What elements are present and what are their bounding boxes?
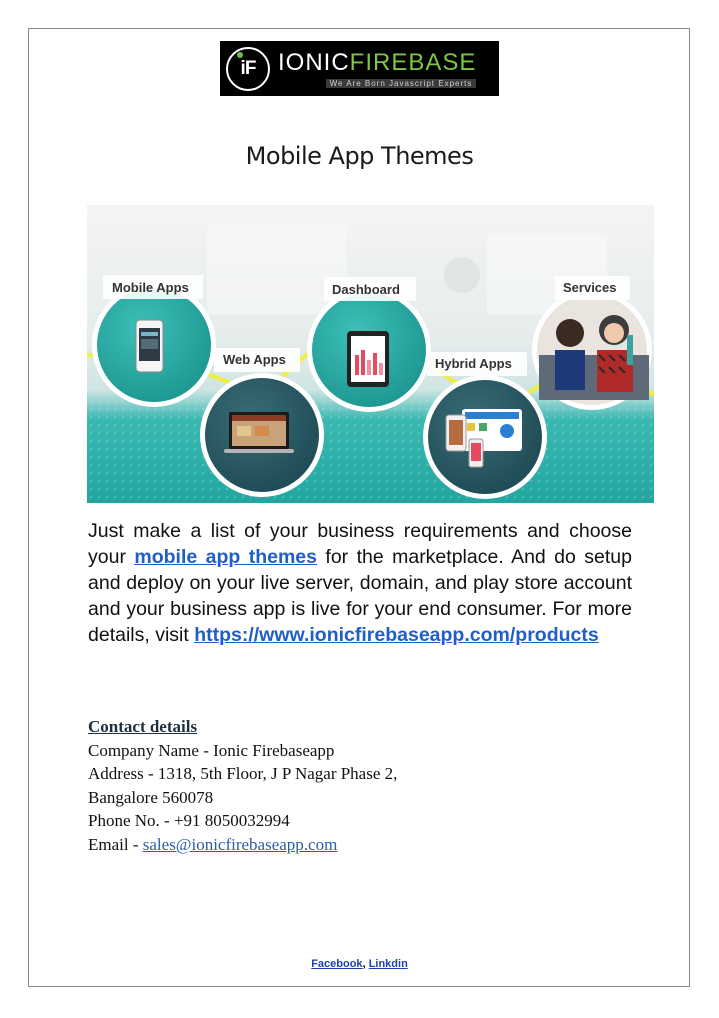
label-mobile-apps: Mobile Apps [112,280,189,295]
contact-company: Company Name - Ionic Firebaseapp [88,740,335,760]
intro-text-end: for the marketplace. And do setup and deploy on your live server, domain, and play store account and your business app is live for your end consumer. For more details, visit [88,546,632,646]
logo-name [278,49,476,77]
dashboard-node [307,288,431,412]
footer-links [0,958,719,970]
contact-email-link[interactable]: sales@ionicfirebaseapp.com [142,834,338,854]
products-url-link[interactable]: https://www.ionicfirebaseapp.com/products [194,624,599,646]
logo-name-part1: IONIC [278,49,350,76]
mobile-apps-node [92,283,216,407]
contact-heading: Contact details [88,717,198,736]
logo-monogram: iF [240,57,256,79]
intro-paragraph [88,518,632,648]
contact-email-row [88,833,608,857]
label-dashboard: Dashboard [332,282,400,297]
logo-name-part2: FIREBASE [349,49,477,76]
mobile-app-themes-link[interactable]: mobile app themes [134,546,317,568]
logo-dot [237,52,243,58]
hybrid-apps-node [423,375,547,499]
label-web-apps: Web Apps [223,352,286,367]
facebook-link[interactable]: Facebook [311,958,363,970]
page-title: Mobile App Themes [245,142,474,170]
services-node [532,290,652,410]
logo-monogram-icon [226,47,270,91]
label-hybrid-apps: Hybrid Apps [435,356,512,371]
contact-address-line2: Bangalore 560078 [88,787,214,807]
hero-image [87,205,654,503]
contact-address-line1: Address - 1318, 5th Floor, J P Nagar Phase 2, [88,764,398,783]
logo-text [278,49,476,88]
contact-email-label: Email - [88,834,143,854]
intro-text-start: Just make a list of your business requirements and choose your [88,520,632,568]
logo-tagline: We Are Born Javascript Experts [326,79,477,88]
footer-separator: , [362,958,369,970]
company-logo [220,41,499,96]
contact-phone: Phone No. - +91 8050032994 [88,811,290,830]
contact-section [88,715,608,856]
web-apps-node [200,373,324,497]
label-services: Services [563,280,617,295]
linkedin-link[interactable]: Linkdin [368,958,408,970]
